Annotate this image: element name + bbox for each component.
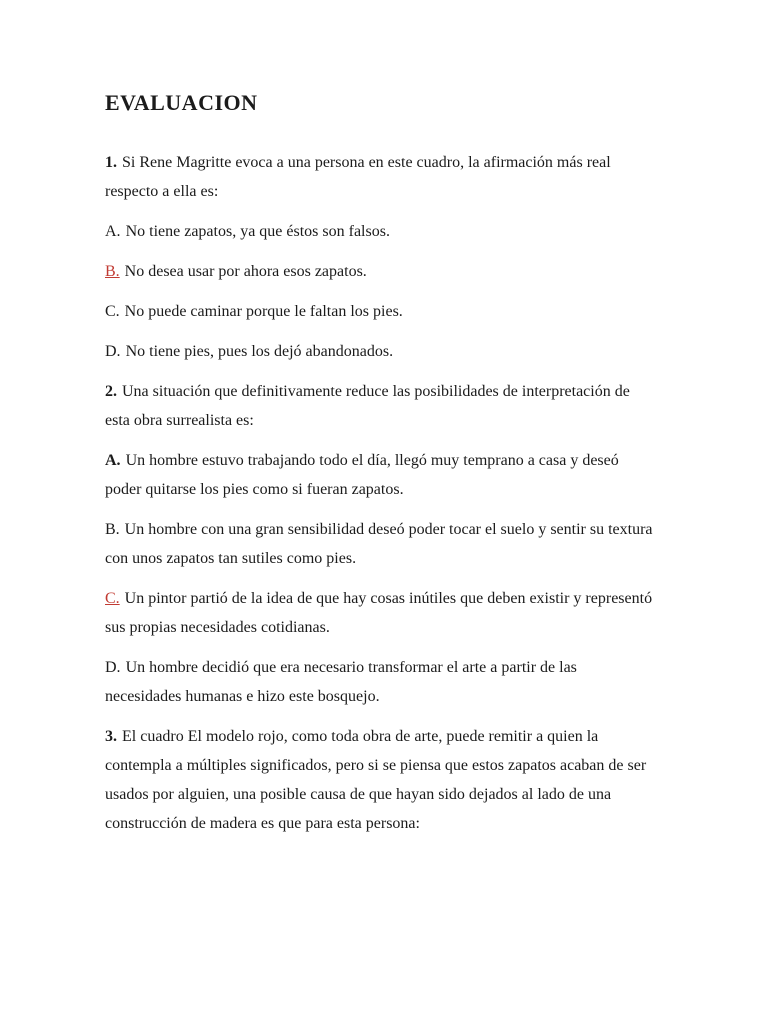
question-2-prompt-line-1: Una situación que definitivamente reduce las posibilidades de interpretación de — [122, 383, 630, 400]
option-letter-b: B. — [105, 521, 120, 538]
question-3-prompt — [105, 722, 668, 838]
option-text-line-2: necesidades humanas e hizo este bosquejo. — [105, 688, 380, 705]
option-text-line-2: sus propias necesidades cotidianas. — [105, 619, 330, 636]
option-letter-a: A. — [105, 452, 121, 469]
option-text-line-1: Un hombre decidió que era necesario transformar el arte a partir de las — [125, 659, 577, 676]
option-text-line-2: con unos zapatos tan sutiles como pies. — [105, 550, 357, 567]
option-text: No tiene zapatos, ya que éstos son falsos. — [125, 223, 390, 240]
question-1-option-a — [105, 217, 668, 246]
question-2-number: 2. — [105, 383, 117, 400]
question-2-option-d — [105, 653, 668, 711]
question-2-option-a — [105, 446, 668, 504]
option-letter-c: C. — [105, 303, 120, 320]
option-text: No puede caminar porque le faltan los pies. — [124, 303, 403, 320]
page-title: EVALUACION — [105, 90, 258, 115]
option-letter-a: A. — [105, 223, 121, 240]
question-1-prompt — [105, 148, 668, 206]
question-2-option-b — [105, 515, 668, 573]
option-letter-c-marked-answer: C. — [105, 590, 120, 607]
question-2-prompt-line-2: esta obra surrealista es: — [105, 412, 254, 429]
question-1-number: 1. — [105, 154, 117, 171]
question-3-prompt-line-1: El cuadro El modelo rojo, como toda obra de arte, puede remitir a quien la — [122, 728, 599, 745]
question-2-prompt — [105, 377, 668, 435]
option-letter-b-marked-answer: B. — [105, 263, 120, 280]
question-3-number: 3. — [105, 728, 117, 745]
question-2 — [105, 377, 668, 711]
question-1 — [105, 148, 668, 366]
question-1-option-c — [105, 297, 668, 326]
question-1-prompt-line-2: respecto a ella es: — [105, 183, 219, 200]
option-text: No desea usar por ahora esos zapatos. — [124, 263, 367, 280]
option-text: No tiene pies, pues los dejó abandonados. — [125, 343, 394, 360]
option-letter-d: D. — [105, 343, 121, 360]
question-1-prompt-line-1: Si Rene Magritte evoca a una persona en este cuadro, la afirmación más real — [122, 154, 611, 171]
question-1-option-d — [105, 337, 668, 366]
question-3 — [105, 722, 668, 838]
question-2-option-c — [105, 584, 668, 642]
option-text-line-1: Un pintor partió de la idea de que hay cosas inútiles que deben existir y representó — [124, 590, 653, 607]
option-letter-d: D. — [105, 659, 121, 676]
option-text-line-2: poder quitarse los pies como si fueran zapatos. — [105, 481, 404, 498]
question-3-prompt-line-2: contempla a múltiples significados, pero si se piensa que estos zapatos acaban de ser — [105, 757, 647, 774]
question-3-prompt-line-4: construcción de madera es que para esta persona: — [105, 815, 420, 832]
question-1-option-b — [105, 257, 668, 286]
option-text-line-1: Un hombre estuvo trabajando todo el día, llegó muy temprano a casa y deseó — [125, 452, 619, 469]
option-text-line-1: Un hombre con una gran sensibilidad deseó poder tocar el suelo y sentir su textura — [124, 521, 653, 538]
question-3-prompt-line-3: usados por alguien, una posible causa de que hayan sido dejados al lado de una — [105, 786, 612, 803]
